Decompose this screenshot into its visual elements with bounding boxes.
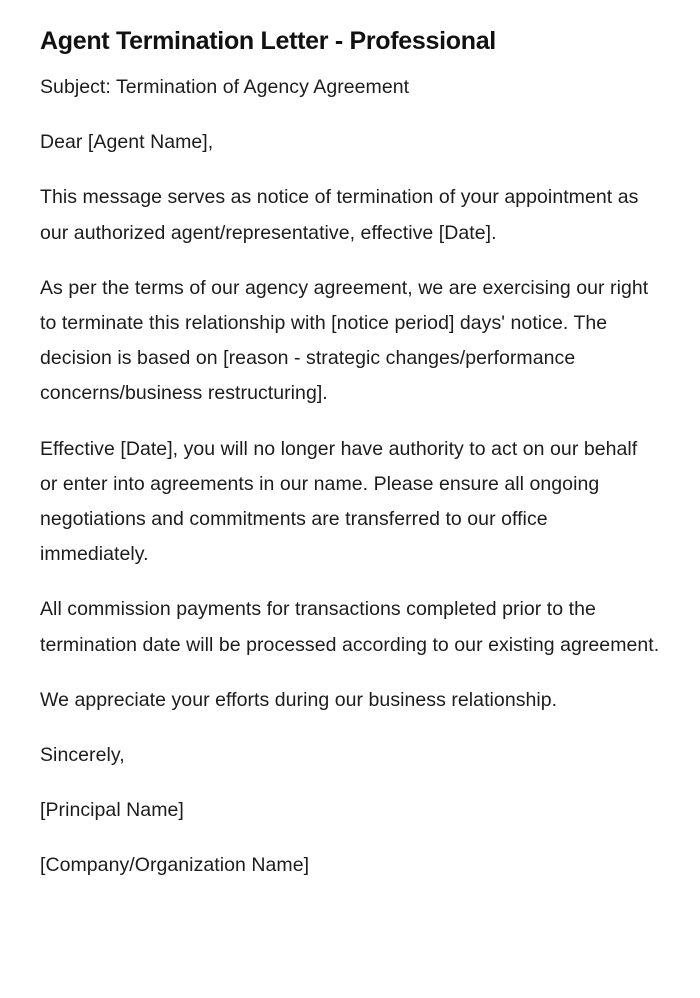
body-paragraph-appreciation: We appreciate your efforts during our business relationship. (40, 688, 558, 711)
body-paragraph-notice: This message serves as notice of termination of your appointment as our authorized agent/representative, effective [Date]. (40, 186, 639, 244)
subject-line: Subject: Termination of Agency Agreement (40, 76, 410, 98)
closing: Sincerely, (40, 744, 125, 767)
document-title: Agent Termination Letter - Professional (40, 27, 496, 55)
body-paragraph-authority: Effective [Date], you will no longer have authority to act on our behalf or enter into agreements in our name. Please ensure all ongoing negotiations and commitments are transferred to our office immediately. (40, 437, 638, 566)
body-paragraph-terms: As per the terms of our agency agreement, we are exercising our right to terminate this relationship with [notice period] days' notice. The decision is based on [reason - strategic changes/performance concerns/business restructuring]. (40, 276, 649, 405)
signature-organization: [Company/Organization Name] (40, 854, 310, 877)
signature-name: [Principal Name] (40, 799, 184, 822)
body-paragraph-commission: All commission payments for transactions completed prior to the termination date will be processed according to our existing agreement. (40, 598, 660, 656)
greeting: Dear [Agent Name], (40, 131, 214, 154)
